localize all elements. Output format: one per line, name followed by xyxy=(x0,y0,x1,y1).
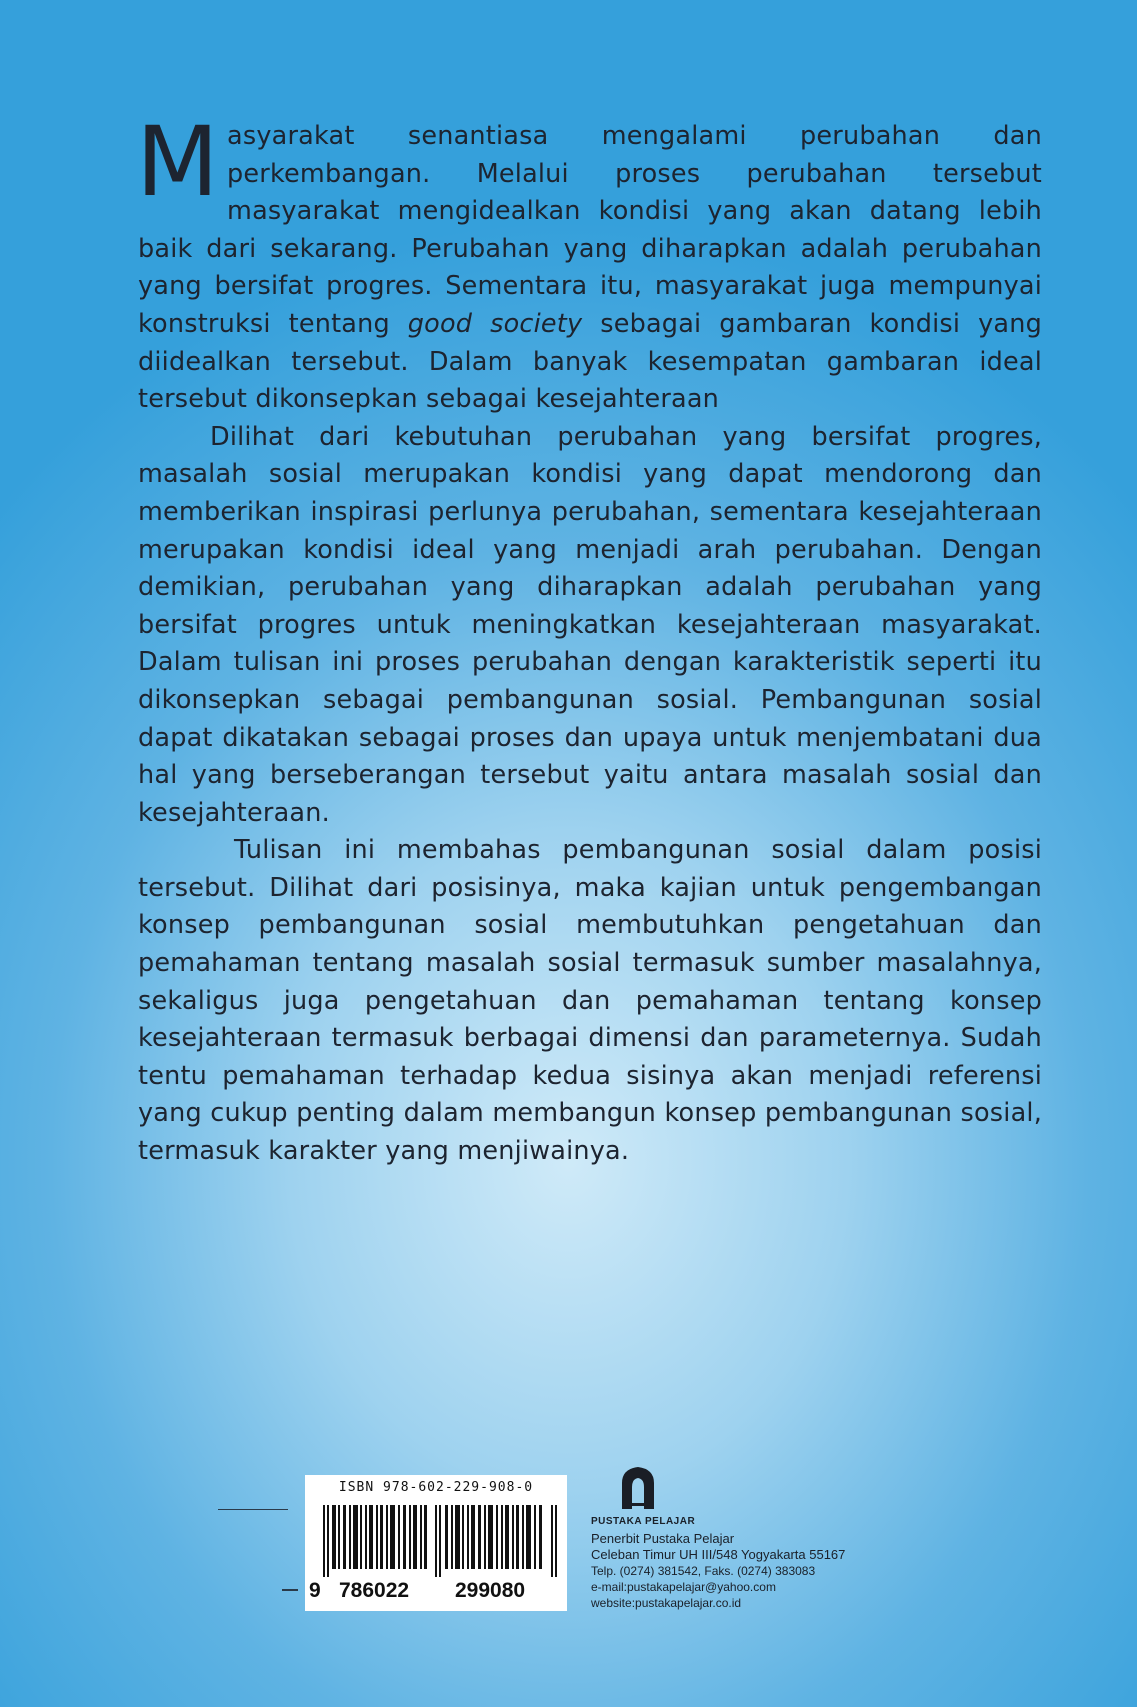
drop-cap: M xyxy=(136,106,220,218)
back-cover-blurb xyxy=(136,106,1042,1171)
blurb-paragraph-1: Masyarakat senantiasa mengalami perubahan dan perkembangan. Melalui proses perubahan tersebut masyarakat mengidealkan kondisi yang akan datang lebih baik dari sekarang. Perubahan yang diharapkan adalah perubahan yang bersifat progres. Sementara itu, masyarakat juga mempunyai konstruksi tentang good society sebagai gambaran kondisi yang diidealkan tersebut. Dalam banyak kesempatan gambaran ideal tersebut dikonsepkan sebagai kesejahteraan xyxy=(136,106,1042,415)
barcode-right-digits: 299080 xyxy=(455,1579,526,1602)
barcode-bars xyxy=(323,1505,559,1577)
publisher-website: website:pustakapelajar.co.id xyxy=(591,1596,742,1610)
decorative-dash xyxy=(282,1589,298,1591)
blurb-paragraph-2: Dilihat dari kebutuhan perubahan yang bersifat progres, masalah sosial merupakan kondisi yang dapat mendorong dan memberikan inspirasi perlunya perubahan, sementara kesejahteraan merupakan kondisi ideal yang menjadi arah perubahan. Dengan demikian, perubahan yang diharapkan adalah perubahan yang bersifat progres untuk meningkatkan kesejahteraan masyarakat. Dalam tulisan ini proses perubahan dengan karakteristik seperti itu dikonsepkan sebagai pembangunan sosial. Pembangunan sosial dapat dikatakan sebagai proses dan upaya untuk menjembatani dua hal yang berseberangan tersebut yaitu antara masalah sosial dan kesejahteraan. xyxy=(138,421,1042,828)
publisher-address: Celeban Timur UH III/548 Yogyakarta 55167 xyxy=(591,1547,846,1562)
publisher-phone: Telp. (0274) 381542, Faks. (0274) 383083 xyxy=(591,1564,816,1578)
publisher-email: e-mail:pustakapelajar@yahoo.com xyxy=(591,1580,776,1594)
blurb-paragraph-3: Tulisan ini membahas pembangunan sosial dalam posisi tersebut. Dilihat dari posisinya, maka kajian untuk pengembangan konsep pembangunan sosial membutuhkan pengetahuan dan pemahaman tentang masalah sosial termasuk sumber masalahnya, sekaligus juga pengetahuan dan pemahaman tentang konsep kesejahteraan termasuk berbagai dimensi dan parameternya. Sudah tentu pemahaman terhadap kedua sisinya akan menjadi referensi yang cukup penting dalam membangun konsep pembangunan sosial, termasuk karakter yang menjiwainya. xyxy=(138,835,1042,1167)
barcode-lead-digit: 9 xyxy=(309,1579,321,1602)
isbn-barcode xyxy=(305,1475,567,1611)
publisher-line: Penerbit Pustaka Pelajar xyxy=(591,1531,735,1546)
publisher-name: PUSTAKA PELAJAR xyxy=(591,1516,696,1527)
barcode-left-digits: 786022 xyxy=(339,1579,410,1602)
publisher-info xyxy=(591,1516,911,1611)
isbn-number: ISBN 978-602-229-908-0 xyxy=(338,1480,534,1495)
decorative-dash xyxy=(218,1509,288,1510)
pustaka-pelajar-logo-icon xyxy=(618,1463,658,1511)
